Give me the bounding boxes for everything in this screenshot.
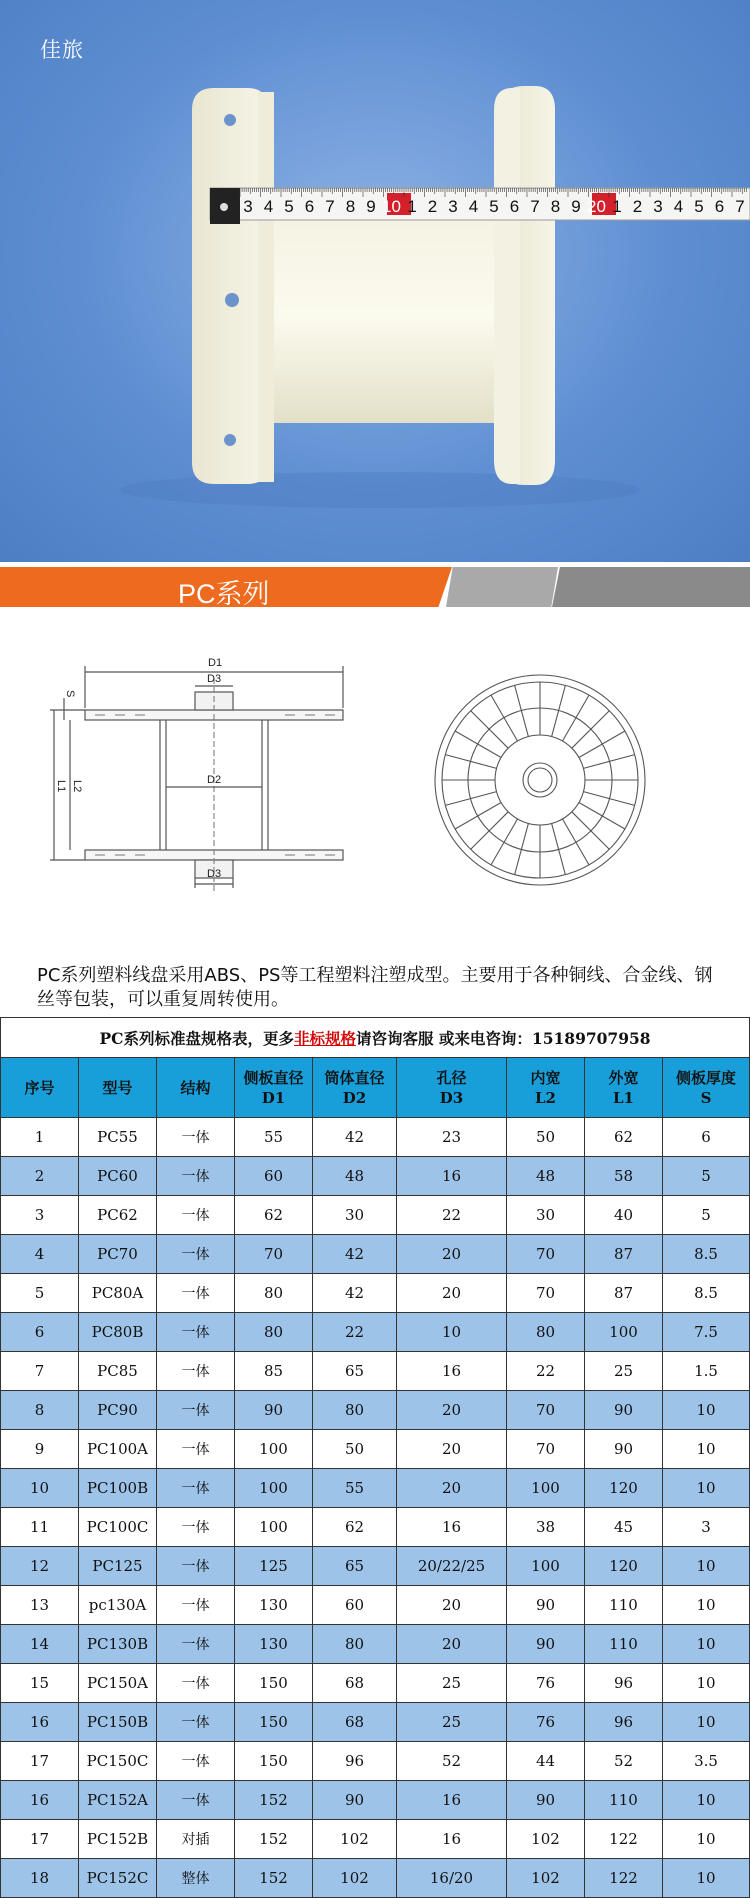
table-cell: PC85 [79,1352,157,1391]
wheel-spoke [563,695,590,741]
table-cell: 90 [507,1781,585,1820]
table-cell: PC80A [79,1274,157,1313]
table-cell: 25 [397,1664,507,1703]
table-cell: 70 [507,1391,585,1430]
table-cell: 一体 [157,1781,235,1820]
table-cell: 122 [585,1820,663,1859]
table-cell: 20 [397,1469,507,1508]
table-cell: 62 [235,1196,313,1235]
table-cell: 90 [507,1625,585,1664]
table-row [1,1547,750,1586]
table-cell: 80 [235,1274,313,1313]
table-cell: 60 [235,1157,313,1196]
table-cell: PC80B [79,1313,157,1352]
ruler-number: 8 [550,197,561,216]
header-label: 型号 [102,1078,133,1097]
table-cell: 10 [663,1781,750,1820]
table-cell: 10 [397,1313,507,1352]
table-cell: 120 [585,1469,663,1508]
table-row [1,1586,750,1625]
table-cell: PC100B [79,1469,157,1508]
wheel-spoke [583,792,634,806]
table-cell: 152 [235,1820,313,1859]
table-cell: 25 [585,1352,663,1391]
table-cell: 55 [235,1118,313,1157]
table-row [1,1664,750,1703]
table-cell: 85 [235,1352,313,1391]
table-cell: 62 [313,1508,397,1547]
wheel-spoke [579,731,625,758]
table-cell: 60 [313,1586,397,1625]
table-cell: 5 [663,1157,750,1196]
table-row [1,1508,750,1547]
table-cell: PC152A [79,1781,157,1820]
table-cell: 102 [313,1859,397,1898]
table-cell: 87 [585,1274,663,1313]
table-cell: 23 [397,1118,507,1157]
header-sublabel: D1 [261,1088,286,1107]
table-cell: 68 [313,1703,397,1742]
table-cell: 90 [585,1391,663,1430]
table-row [1,1352,750,1391]
table-cell: 5 [1,1274,79,1313]
table-cell: 一体 [157,1196,235,1235]
header-label: 侧板直径 [243,1068,304,1087]
table-cell: 10 [663,1547,750,1586]
table-cell: 122 [585,1859,663,1898]
table-cell: 50 [507,1118,585,1157]
table-cell: 一体 [157,1586,235,1625]
table-cell: 16 [397,1820,507,1859]
table-cell: 102 [507,1859,585,1898]
ruler-number: 10 [382,197,401,216]
table-row [1,1703,750,1742]
table-cell: 对插 [157,1820,235,1859]
header-sublabel: L1 [613,1088,634,1107]
table-cell: 65 [313,1352,397,1391]
table-cell: 70 [507,1235,585,1274]
table-cell: 68 [313,1664,397,1703]
wheel-spoke [491,819,518,865]
ruler-number: 4 [263,197,274,216]
header-label: 内宽 [530,1068,561,1087]
brand-watermark: 佳旅 [40,38,84,62]
table-cell: 16 [397,1352,507,1391]
section-bar-gray-2 [552,567,750,607]
table-cell: 30 [507,1196,585,1235]
wheel-spoke [455,731,501,758]
table-cell: 10 [663,1586,750,1625]
table-cell: 12 [1,1547,79,1586]
table-cell: 10 [663,1391,750,1430]
table-header-row [1,1058,750,1118]
table-row [1,1235,750,1274]
wheel-spoke [445,755,496,769]
table-cell: 8 [1,1391,79,1430]
table-cell: 102 [313,1820,397,1859]
header-label: 孔径 [436,1068,467,1087]
table-cell: 5 [663,1196,750,1235]
table-cell: 20 [397,1625,507,1664]
table-cell: 22 [313,1313,397,1352]
header-sublabel: D2 [342,1088,367,1107]
table-cell: 10 [663,1820,750,1859]
table-cell: 16 [1,1781,79,1820]
caption-contact: 请咨询客服 或来电咨询：15189707958 [356,1028,651,1048]
wheel-spoke [572,812,609,849]
table-cell: 10 [663,1859,750,1898]
spool-illustration [0,0,750,562]
table-cell: 96 [585,1703,663,1742]
table-row [1,1157,750,1196]
wheel-spoke [445,792,496,806]
section-bar-gray-1 [446,567,558,607]
table-cell: 1.5 [663,1352,750,1391]
table-cell: 130 [235,1625,313,1664]
label-D1: D1 [208,657,223,669]
ruler-number: 2 [427,197,438,216]
table-row [1,1313,750,1352]
table-caption [1,1018,750,1058]
table-row [1,1196,750,1235]
header-cell [79,1058,157,1118]
table-cell: 6 [663,1118,750,1157]
table-cell: 9 [1,1430,79,1469]
table-cell: 6 [1,1313,79,1352]
table-cell: 一体 [157,1313,235,1352]
table-cell: 110 [585,1781,663,1820]
label-D3-bottom: D3 [207,868,222,880]
table-cell: 42 [313,1118,397,1157]
table-cell: 3 [663,1508,750,1547]
table-cell: 20 [397,1586,507,1625]
table-cell: 一体 [157,1508,235,1547]
ruler-number: 9 [571,197,581,216]
ruler-number: 9 [366,197,376,216]
table-cell: 10 [663,1430,750,1469]
table-cell: 3 [1,1196,79,1235]
table-cell: 20 [397,1391,507,1430]
product-description: PC系列塑料线盘采用ABS、PS等工程塑料注塑成型。主要用于各种铜线、合金线、钢丝等包装，可以重复周转使用。 [37,965,713,1010]
table-cell: 100 [235,1430,313,1469]
section-title: PC系列 [178,579,270,609]
cross-section-drawing [50,666,343,892]
table-cell: 76 [507,1664,585,1703]
table-cell: 90 [507,1586,585,1625]
table-cell: 90 [313,1781,397,1820]
table-row [1,1820,750,1859]
table-cell: 一体 [157,1157,235,1196]
table-cell: 11 [1,1508,79,1547]
table-cell: 40 [585,1196,663,1235]
table-cell: 48 [313,1157,397,1196]
table-cell: 100 [585,1313,663,1352]
table-cell: 18 [1,1859,79,1898]
table-cell: 一体 [157,1235,235,1274]
ruler-number: 1 [612,197,622,216]
header-cell [585,1058,663,1118]
table-cell: 152 [235,1781,313,1820]
wheel-spoke [572,711,609,748]
table-cell: 7.5 [663,1313,750,1352]
table-cell: 10 [1,1469,79,1508]
table-cell: 30 [313,1196,397,1235]
table-cell: 整体 [157,1859,235,1898]
table-cell: 一体 [157,1703,235,1742]
table-cell: 42 [313,1235,397,1274]
table-row [1,1274,750,1313]
table-cell: 16 [397,1157,507,1196]
table-cell: 16/20 [397,1859,507,1898]
table-cell: 42 [313,1274,397,1313]
header-label: 序号 [24,1078,55,1097]
table-cell: 15 [1,1664,79,1703]
table-body [1,1118,750,1898]
ruler-number: 20 [587,197,606,216]
table-cell: 10 [663,1664,750,1703]
table-cell: 一体 [157,1391,235,1430]
table-cell: 48 [507,1157,585,1196]
table-row [1,1469,750,1508]
ruler-number: 4 [468,197,479,216]
table-cell: 50 [313,1430,397,1469]
table-cell: 17 [1,1742,79,1781]
caption-text: PC系列标准盘规格表，更多 [99,1028,295,1048]
table-cell: 一体 [157,1625,235,1664]
table-cell: 150 [235,1664,313,1703]
header-cell [397,1058,507,1118]
table-cell: 一体 [157,1430,235,1469]
wheel-spoke [579,803,625,830]
table-cell: 一体 [157,1547,235,1586]
table-cell: PC150A [79,1664,157,1703]
table-cell: PC130B [79,1625,157,1664]
ruler-number: 2 [632,197,643,216]
table-cell: 10 [663,1625,750,1664]
ruler-number: 6 [509,197,520,216]
table-cell: 14 [1,1625,79,1664]
table-cell: 100 [235,1508,313,1547]
header-label: 筒体直径 [324,1068,385,1087]
table-cell: 8.5 [663,1274,750,1313]
wheel-spoke [455,803,501,830]
table-row [1,1625,750,1664]
table-row [1,1781,750,1820]
table-cell: 22 [397,1196,507,1235]
table-cell: PC150C [79,1742,157,1781]
product-photo [0,0,750,562]
table-cell: 22 [507,1352,585,1391]
table-cell: 一体 [157,1469,235,1508]
table-cell: 100 [235,1469,313,1508]
table-cell: 2 [1,1157,79,1196]
table-cell: 90 [585,1430,663,1469]
table-cell: 80 [313,1391,397,1430]
table-cell: 90 [235,1391,313,1430]
table-cell: 65 [313,1547,397,1586]
table-cell: 一体 [157,1352,235,1391]
header-cell [157,1058,235,1118]
ruler-number: 4 [673,197,684,216]
table-cell: 一体 [157,1742,235,1781]
section-header-bar [0,562,750,610]
table-cell: 70 [507,1430,585,1469]
table-cell: 10 [663,1703,750,1742]
table-cell: 80 [235,1313,313,1352]
header-label: 结构 [180,1078,211,1097]
table-cell: 4 [1,1235,79,1274]
table-cell: 20 [397,1235,507,1274]
wheel-spoke [515,685,529,736]
table-cell: 102 [507,1820,585,1859]
table-cell: 62 [585,1118,663,1157]
table-cell: PC62 [79,1196,157,1235]
table-cell: 38 [507,1508,585,1547]
table-cell: 58 [585,1157,663,1196]
table-cell: 55 [313,1469,397,1508]
table-cell: 110 [585,1586,663,1625]
table-cell: 16 [397,1781,507,1820]
ruler-number: 1 [407,197,417,216]
table-cell: PC150B [79,1703,157,1742]
table-cell: 150 [235,1703,313,1742]
spec-table [0,1017,750,1898]
table-cell: 80 [313,1625,397,1664]
table-cell: 17 [1,1820,79,1859]
table-row [1,1118,750,1157]
ruler-number: 5 [694,197,704,216]
header-cell [1,1058,79,1118]
table-row [1,1391,750,1430]
table-cell: 13 [1,1586,79,1625]
nonstandard-spec-link[interactable]: 非标规格 [294,1028,357,1048]
header-cell [507,1058,585,1118]
table-cell: 16 [397,1508,507,1547]
ruler-number: 3 [243,197,253,216]
header-sublabel: L2 [535,1088,556,1107]
label-L1: L1 [55,780,67,793]
table-row [1,1742,750,1781]
table-cell: 一体 [157,1664,235,1703]
ruler-number: 8 [345,197,356,216]
header-sublabel: S [700,1088,712,1107]
table-cell: 80 [507,1313,585,1352]
table-cell: 52 [585,1742,663,1781]
table-cell: 100 [507,1469,585,1508]
table-cell: 76 [507,1703,585,1742]
table-cell: 20 [397,1274,507,1313]
table-cell: 25 [397,1703,507,1742]
header-cell [313,1058,397,1118]
table-cell: 7 [1,1352,79,1391]
technical-drawings [0,620,750,950]
ruler-number: 3 [448,197,458,216]
wheel-spoke [583,755,634,769]
table-cell: 45 [585,1508,663,1547]
table-cell: 70 [507,1274,585,1313]
table-cell: 100 [507,1547,585,1586]
label-D3-top: D3 [207,673,222,685]
table-cell: 52 [397,1742,507,1781]
table-cell: 16 [1,1703,79,1742]
ruler-number: 6 [304,197,315,216]
table-cell: PC100A [79,1430,157,1469]
header-cell [663,1058,750,1118]
table-cell: PC70 [79,1235,157,1274]
ruler-number: 7 [735,197,745,216]
header-label: 侧板厚度 [676,1068,737,1087]
label-D2: D2 [207,774,222,786]
table-cell: 150 [235,1742,313,1781]
table-cell: 120 [585,1547,663,1586]
table-cell: PC152B [79,1820,157,1859]
wheel-spoke [491,695,518,741]
label-L2: L2 [71,780,83,793]
table-row [1,1859,750,1898]
table-cell: PC90 [79,1391,157,1430]
table-cell: PC125 [79,1547,157,1586]
table-cell: 96 [585,1664,663,1703]
wheel-spoke [552,823,566,874]
table-cell: PC152C [79,1859,157,1898]
wheel-spoke [563,819,590,865]
table-cell: PC60 [79,1157,157,1196]
table-cell: 125 [235,1547,313,1586]
wheel-spoke [515,823,529,874]
ruler-number: 5 [489,197,499,216]
table-cell: 70 [235,1235,313,1274]
ruler-number: 7 [325,197,335,216]
wheel-spoke [471,711,508,748]
table-cell: 87 [585,1235,663,1274]
ruler-number: 7 [530,197,540,216]
table-cell: 10 [663,1469,750,1508]
wheel-spoke [552,685,566,736]
table-cell: 3.5 [663,1742,750,1781]
ruler-number: 5 [284,197,294,216]
face-view-drawing [435,675,645,885]
table-cell: 130 [235,1586,313,1625]
drawing-svg [0,620,750,950]
ruler-number: 3 [653,197,663,216]
table-cell: PC55 [79,1118,157,1157]
table-cell: 20/22/25 [397,1547,507,1586]
header-label: 外宽 [608,1068,639,1087]
table-cell: 96 [313,1742,397,1781]
label-S: S [64,690,76,698]
header-sublabel: D3 [439,1088,464,1107]
table-cell: 8.5 [663,1235,750,1274]
table-cell: 一体 [157,1118,235,1157]
table-cell: PC100C [79,1508,157,1547]
wheel-spoke [471,812,508,849]
table-cell: pc130A [79,1586,157,1625]
table-cell: 一体 [157,1274,235,1313]
table-cell: 44 [507,1742,585,1781]
table-cell: 152 [235,1859,313,1898]
table-row [1,1430,750,1469]
table-cell: 20 [397,1430,507,1469]
header-cell [235,1058,313,1118]
table-cell: 1 [1,1118,79,1157]
table-cell: 110 [585,1625,663,1664]
ruler-number: 6 [714,197,725,216]
